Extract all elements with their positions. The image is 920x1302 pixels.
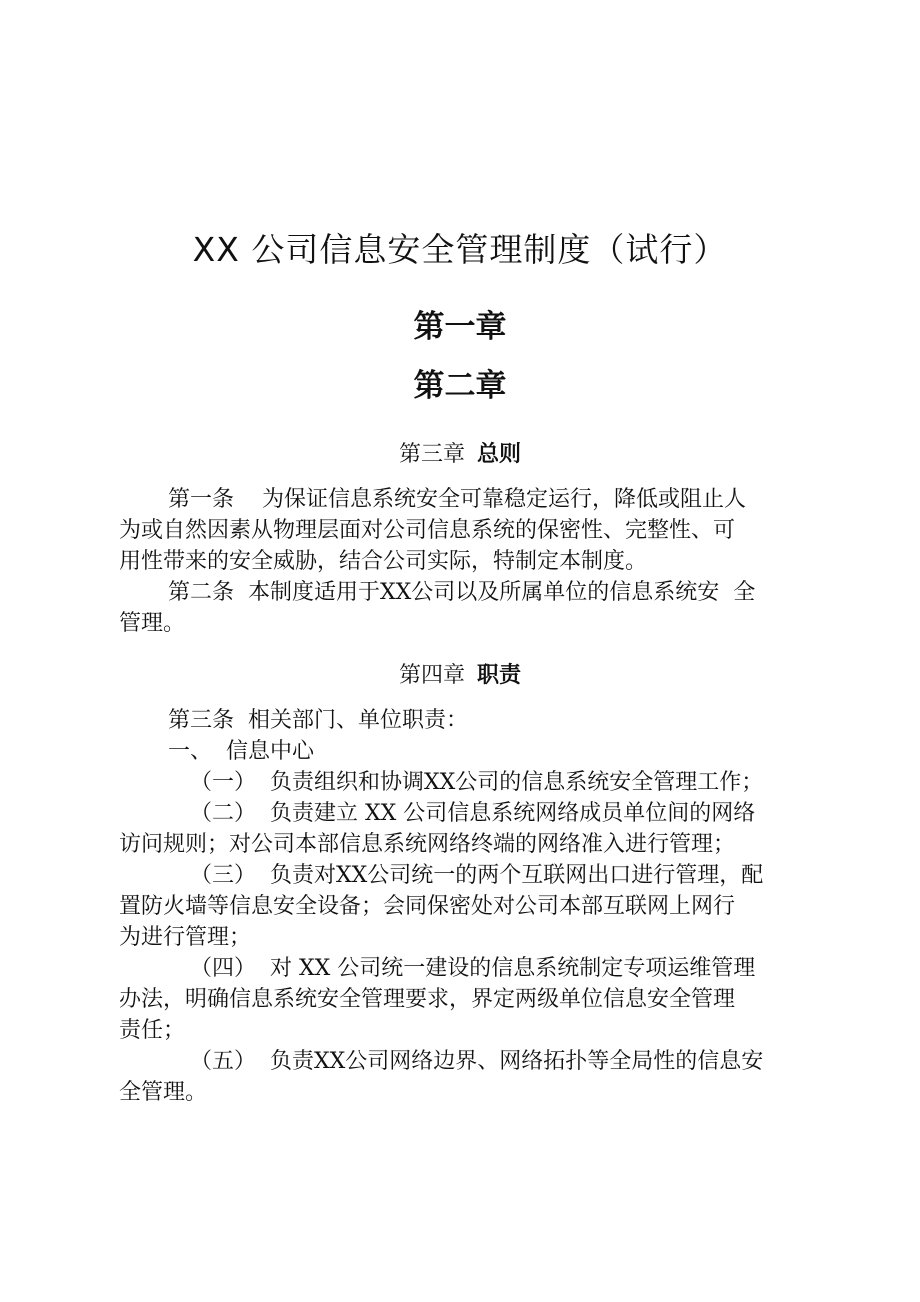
- item-3-line-3: 为进行管理；: [119, 925, 252, 950]
- item-5-line-2: 全管理。: [119, 1080, 208, 1105]
- chapter-two-heading: 第二章: [413, 368, 507, 404]
- item-2-line-1: （二） 负责建立 XX 公司信息系统网络成员单位间的网络: [190, 801, 756, 826]
- article-3-line: 第三条 相关部门、单位职责：: [168, 708, 468, 733]
- item-4-line-3: 责任；: [119, 1018, 186, 1043]
- item-3-line-2: 置防火墙等信息安全设备；会同保密处对公司本部互联网上网行: [119, 894, 736, 919]
- chapter-three-number: 第三章: [398, 442, 465, 467]
- item-1-line-1: （一） 负责组织和协调XX公司的信息系统安全管理工作；: [190, 770, 764, 795]
- item-3-line-1: （三） 负责对XX公司统一的两个互联网出口进行管理，配: [190, 863, 764, 888]
- article-1-line-3: 用性带来的安全威胁，结合公司实际，特制定本制度。: [119, 549, 648, 574]
- chapter-one-heading: 第一章: [413, 309, 507, 345]
- item-5-line-1: （五） 负责XX公司网络边界、网络拓扑等全局性的信息安: [190, 1049, 764, 1074]
- article-2-line-2: 管理。: [119, 611, 186, 636]
- item-4-line-2: 办法，明确信息系统安全管理要求，界定两级单位信息安全管理: [119, 987, 736, 1012]
- chapter-four-number: 第四章: [398, 663, 465, 688]
- item-2-line-2: 访问规则；对公司本部信息系统网络终端的网络准入进行管理；: [119, 832, 736, 857]
- chapter-four-name: 职责: [477, 663, 522, 688]
- section-info-center: 一、 信息中心: [168, 739, 314, 764]
- item-4-line-1: （四） 对 XX 公司统一建设的信息系统制定专项运维管理: [190, 956, 756, 981]
- article-1-line-2: 为或自然因素从物理层面对公司信息系统的保密性、完整性、可: [119, 518, 736, 543]
- chapter-three-name: 总则: [477, 442, 522, 467]
- chapter-three-heading: [0, 439, 920, 471]
- chapter-four-heading: [0, 660, 920, 692]
- article-2-line-1: 第二条 本制度适用于XX公司以及所属单位的信息系统安 全: [168, 580, 756, 605]
- document-title: XX 公司信息安全管理制度（试行）: [192, 230, 728, 269]
- article-1-line-1: 第一条 为保证信息系统安全可靠稳定运行，降低或阻止人: [168, 487, 746, 512]
